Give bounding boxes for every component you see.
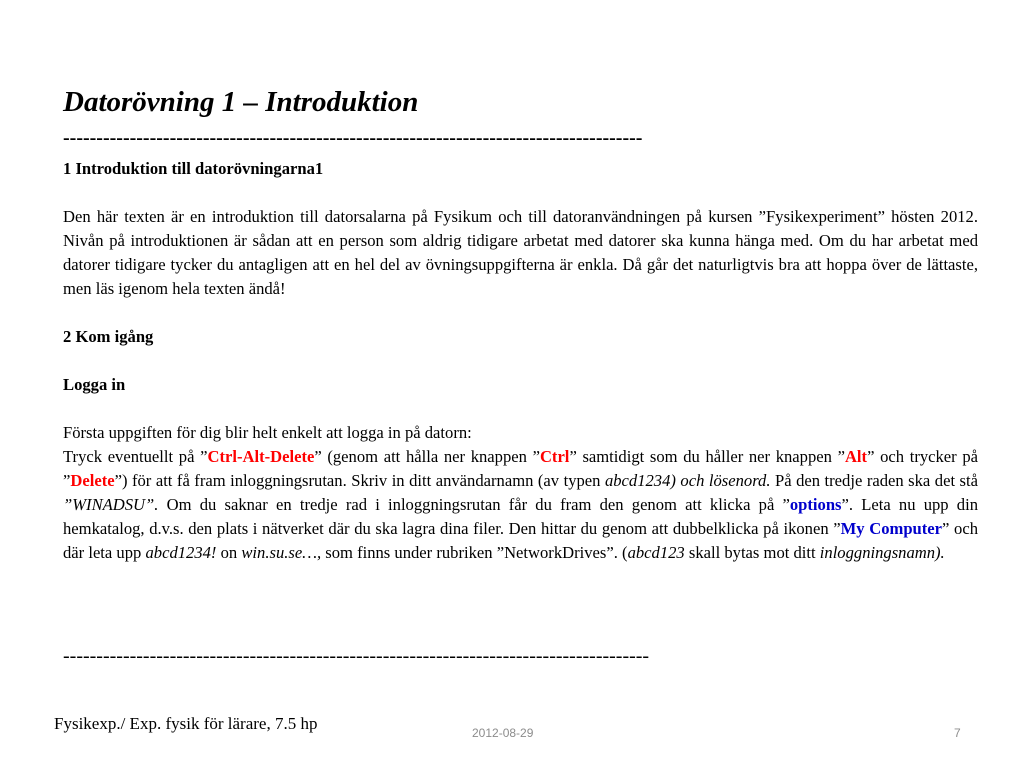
text-run: ”) för att få fram inloggningsrutan. Skriv in ditt användarnamn (av typen: [114, 471, 605, 490]
spacer: [63, 397, 978, 421]
separator-bottom: ----------------------------------------------------------------------------------------: [63, 645, 650, 667]
italic-abcd123: abcd123: [627, 543, 685, 562]
italic-login-name: inloggningsnamn).: [819, 543, 945, 562]
intro-paragraph: Den här texten är en introduktion till datorsalarna på Fysikum och till datoranvändningen på kursen ”Fysikexperiment” hösten 2012. Nivån på introduktionen är sådan att en person som aldrig tidigare arbetat med datorer ska kunna hänga med. Om du har arbetat med datorer tidigare tycker du antagligen att en hel del av övningsuppgifterna är enkla. Då går det naturligtvis bra att hoppa över de lättaste, men läs igenom hela texten ändå!: [63, 207, 978, 298]
login-subheading: Logga in: [63, 375, 126, 394]
first-task-text: Första uppgiften för dig blir helt enkelt att logga in på datorn:: [63, 423, 472, 442]
text-run: som finns under rubriken ”NetworkDrives”. (: [325, 543, 628, 562]
options-keyword: options: [789, 495, 842, 514]
text-run: Om du saknar en tredje rad i inloggningsrutan får du fram den genom att klicka på ”: [158, 495, 790, 514]
key-alt: Alt: [844, 447, 868, 466]
text-run: ” (genom att hålla ner knappen ”: [314, 447, 540, 466]
text-run: På den tredje raden ska det stå: [770, 471, 978, 490]
text-run: ”. Leta nu upp din hemkatalog, d.v.s. den plats i nätverket där du ska lagra dina filer. Den hittar du genom att dubbelklicka på ikonen ”: [63, 495, 978, 538]
section2-heading: 2 Kom igång: [63, 327, 154, 346]
footer-course: Fysikexp./ Exp. fysik för lärare, 7.5 hp: [54, 714, 318, 733]
italic-share: abcd1234!: [145, 543, 217, 562]
key-ctrl: Ctrl: [539, 447, 570, 466]
login-instructions: [63, 445, 978, 565]
italic-domain: ”WINADSU”.: [63, 495, 159, 514]
text-run: ” och trycker på ”: [63, 447, 979, 490]
slide-title: Datorövning 1 – Introduktion: [63, 86, 419, 118]
spacer: [63, 181, 978, 205]
spacer: [63, 301, 978, 325]
text-run: skall bytas mot ditt: [684, 543, 820, 562]
key-delete: Delete: [70, 471, 115, 490]
italic-server: win.su.se…,: [241, 543, 326, 562]
text-run: ” och där leta upp: [63, 519, 978, 562]
footer-date: 2012-08-29: [472, 726, 534, 740]
text-run: on: [216, 543, 242, 562]
text-run: ” samtidigt som du håller ner knappen ”: [569, 447, 845, 466]
spacer: [63, 349, 978, 373]
my-computer-keyword: My Computer: [840, 519, 943, 538]
italic-username: abcd1234) och lösenord.: [604, 471, 771, 490]
key-ctrl-alt-delete: Ctrl-Alt-Delete: [207, 447, 315, 466]
section1-heading: 1 Introduktion till datorövningarna1: [63, 159, 324, 178]
page-number: 7: [954, 726, 961, 740]
separator-top: ---------------------------------------------------------------------------------------: [63, 127, 643, 149]
text-run: Tryck eventuellt på ”: [63, 447, 208, 466]
slide-body: [63, 157, 978, 565]
